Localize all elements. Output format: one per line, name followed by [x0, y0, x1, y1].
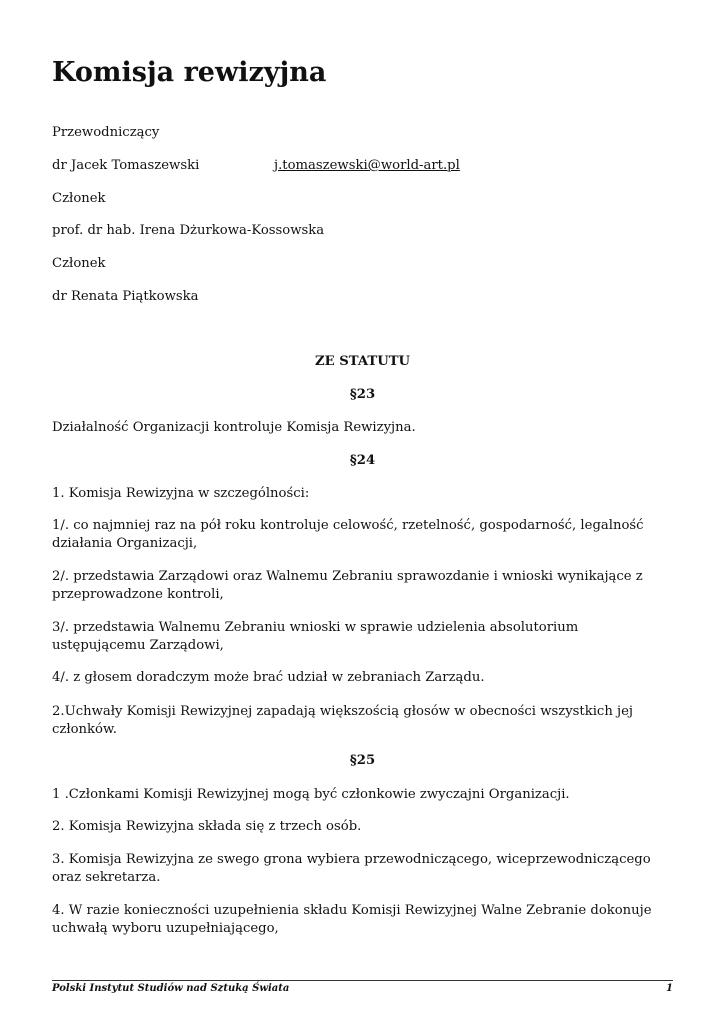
section-24-paragraph: 4/. z głosem doradczym może brać udział w zebraniach Zarządu.	[52, 670, 485, 685]
section-23-text: Działalność Organizacji kontroluje Komisja Rewizyjna.	[52, 420, 416, 435]
member-role-chair: Przewodniczący	[52, 125, 160, 140]
section-25-paragraph: 4. W razie konieczności uzupełnienia składu Komisji Rewizyjnej Walne Zebranie dokonuje uchwałą wyboru uzupełniającego,	[52, 903, 652, 936]
footer-organization: Polski Instytut Studiów nad Sztuką Świata	[52, 983, 290, 994]
section-24-paragraph: 2.Uchwały Komisji Rewizyjnej zapadają większością głosów w obecności wszystkich jej członków.	[52, 704, 633, 737]
member-name-2: prof. dr hab. Irena Dżurkowa-Kossowska	[52, 223, 325, 238]
statute-heading: ZE STATUTU	[314, 354, 411, 369]
page-title: Komisja rewizyjna	[52, 57, 327, 88]
member-row-chair	[52, 157, 673, 175]
member-name-chair: dr Jacek Tomaszewski	[52, 158, 200, 173]
section-24-paragraph: 2/. przedstawia Zarządowi oraz Walnemu Zebraniu sprawozdanie i wnioski wynikające z przeprowadzone kontroli,	[52, 569, 643, 602]
email-link[interactable]: j.tomaszewski@world-art.pl	[274, 158, 460, 173]
section-24-paragraph: 3/. przedstawia Walnemu Zebraniu wnioski w sprawie udzielenia absolutorium ustępującemu Zarządowi,	[52, 620, 579, 653]
section-25-heading: §25	[349, 753, 376, 768]
section-25-paragraph: 1 .Członkami Komisji Rewizyjnej mogą być członkowie zwyczajni Organizacji.	[52, 787, 570, 802]
section-23-heading: §23	[349, 387, 376, 402]
footer-page-number: 1	[666, 983, 673, 994]
section-25-paragraph: 3. Komisja Rewizyjna ze swego grona wybiera przewodniczącego, wiceprzewodniczącego oraz sekretarza.	[52, 852, 651, 885]
member-role-3: Członek	[52, 256, 106, 271]
member-name-3: dr Renata Piątkowska	[52, 289, 199, 304]
document-page	[52, 0, 673, 1024]
footer-divider	[52, 980, 673, 981]
section-24-heading: §24	[349, 453, 376, 468]
section-25-paragraph: 2. Komisja Rewizyjna składa się z trzech osób.	[52, 819, 362, 834]
member-role-2: Członek	[52, 191, 106, 206]
section-24-paragraph: 1. Komisja Rewizyjna w szczególności:	[52, 486, 310, 501]
section-24-paragraph: 1/. co najmniej raz na pół roku kontroluje celowość, rzetelność, gospodarność, legalność działania Organizacji,	[52, 518, 644, 551]
